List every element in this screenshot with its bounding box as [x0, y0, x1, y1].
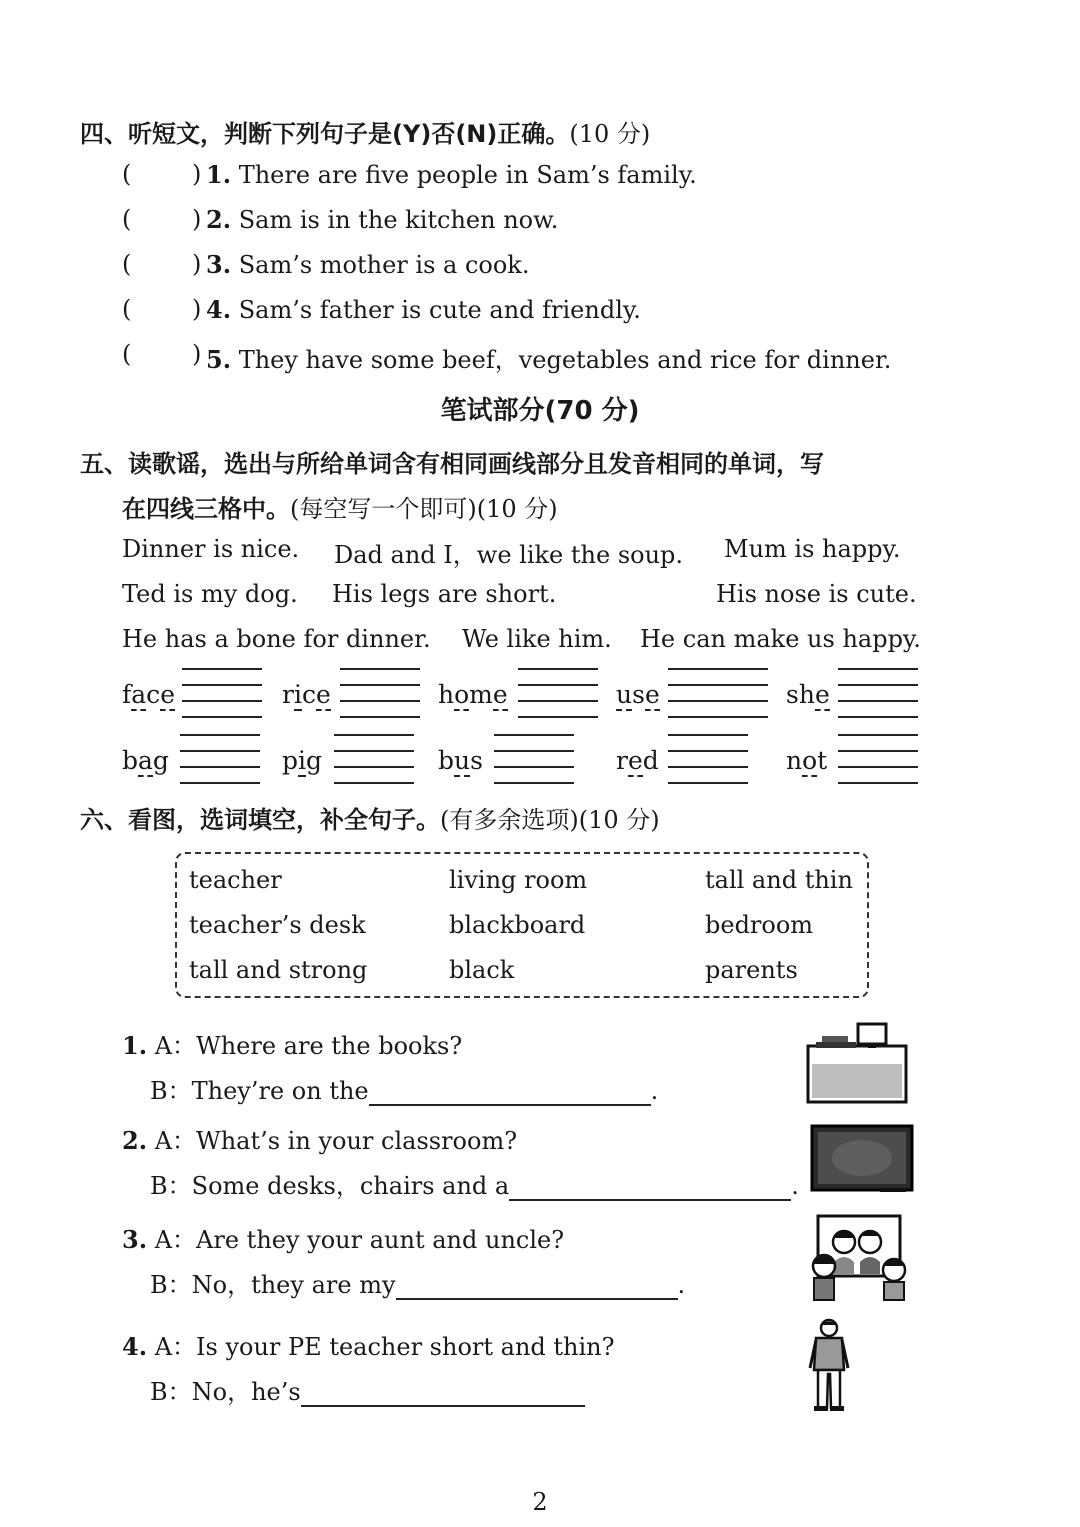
- four-line-grid[interactable]: [838, 734, 918, 782]
- question-b-text: B：They’re on the: [150, 1077, 369, 1105]
- word-part: p: [282, 746, 299, 775]
- item-number: 5.: [206, 345, 232, 374]
- item-number: 1.: [206, 160, 232, 189]
- word-bank-option: living room: [449, 866, 588, 894]
- underlined-letter: u: [616, 680, 633, 709]
- word-bank-box: [175, 852, 869, 998]
- word-part: t: [817, 746, 828, 775]
- question-end: .: [677, 1271, 686, 1299]
- question-b-text: B：No，he’s: [150, 1378, 301, 1406]
- word-part: m: [469, 680, 493, 709]
- rhyme-line: His legs are short.: [332, 580, 557, 608]
- word-not: [786, 746, 827, 775]
- question-end: .: [791, 1172, 799, 1200]
- section5-heading-line2: [122, 489, 558, 524]
- teachers-desk-picture: [806, 1020, 910, 1106]
- parents-family-picture: [808, 1212, 912, 1304]
- word-bank-option: parents: [705, 956, 798, 984]
- four-line-grid[interactable]: [494, 734, 574, 782]
- underlined-letter: e: [492, 680, 508, 709]
- word-bank-option: black: [449, 956, 515, 984]
- answer-blank[interactable]: [396, 1274, 678, 1300]
- rhyme-line: Mum is happy.: [724, 535, 901, 563]
- rhyme-line: Dinner is nice.: [122, 535, 300, 563]
- answer-paren-open: (: [122, 205, 132, 233]
- underlined-letter: u: [454, 746, 471, 775]
- question-b-text: B：Some desks，chairs and a: [150, 1172, 510, 1200]
- word-part: r: [616, 746, 628, 775]
- four-line-grid[interactable]: [838, 668, 918, 716]
- question-b-line: [150, 1372, 585, 1407]
- question-b-line: [150, 1071, 658, 1106]
- underlined-letter: e: [644, 680, 660, 709]
- item-text: Sam’s mother is a cook.: [238, 251, 530, 279]
- item-text: Sam’s father is cute and friendly.: [238, 296, 641, 324]
- answer-paren-open: (: [122, 340, 132, 368]
- word-part: c: [301, 680, 316, 709]
- section4-heading: [80, 114, 650, 149]
- word-part: r: [282, 680, 294, 709]
- word-part: b: [122, 746, 139, 775]
- word-she: [786, 680, 830, 709]
- answer-paren-open: (: [122, 160, 132, 188]
- rhyme-line: He has a bone for dinner.: [122, 625, 431, 653]
- underlined-letter: e: [160, 680, 175, 709]
- list-item[interactable]: [0, 250, 1080, 282]
- section5-note: (每空写一个即可)(10 分): [290, 495, 558, 523]
- question-a-text: A：Where are the books?: [154, 1032, 463, 1060]
- rhyme-line: He can make us happy.: [640, 625, 921, 653]
- word-part: s: [470, 746, 483, 775]
- question-a-text: A：Is your PE teacher short and thin?: [154, 1333, 615, 1361]
- word-bus: [438, 746, 483, 775]
- word-part: c: [146, 680, 161, 709]
- word-bank-option: tall and strong: [189, 956, 368, 984]
- word-part: g: [306, 746, 323, 775]
- item-text: Sam is in the kitchen now.: [238, 206, 559, 234]
- word-face: [122, 680, 175, 709]
- word-bank-option: bedroom: [705, 911, 814, 939]
- answer-paren-open: (: [122, 295, 132, 323]
- written-part-title: 笔试部分(70 分): [440, 396, 640, 426]
- list-item[interactable]: [0, 340, 1080, 372]
- word-part: n: [786, 746, 803, 775]
- section5-title: 在四线三格中。: [122, 495, 290, 523]
- underlined-letter: i: [298, 746, 307, 775]
- rhyme-line: We like him.: [462, 625, 612, 653]
- question-a-line: [122, 1026, 462, 1061]
- underlined-letter: i: [293, 680, 302, 709]
- answer-blank[interactable]: [509, 1175, 791, 1201]
- item-number: 2.: [206, 205, 232, 234]
- four-line-grid[interactable]: [668, 734, 748, 782]
- word-use: [616, 680, 660, 709]
- rhyme-line: His nose is cute.: [716, 580, 917, 608]
- item-text: They have some beef，vegetables and rice for dinner.: [238, 346, 892, 374]
- section6-note: (有多余选项)(10 分): [440, 806, 660, 834]
- four-line-grid[interactable]: [334, 734, 414, 782]
- question-a-text: A：Are they your aunt and uncle?: [154, 1226, 565, 1254]
- question-b-line: [150, 1166, 799, 1201]
- question-number: 1.: [122, 1031, 148, 1060]
- answer-paren-close: ): [192, 250, 202, 278]
- underlined-letter: e: [627, 746, 643, 775]
- page-number: 2: [532, 1488, 548, 1516]
- tall-strong-teacher-picture: [806, 1318, 852, 1414]
- underlined-letter: a: [138, 746, 153, 775]
- word-part: b: [438, 746, 455, 775]
- question-end: .: [650, 1077, 659, 1105]
- underlined-letter: o: [454, 680, 470, 709]
- underlined-letter: e: [315, 680, 331, 709]
- word-part: sh: [786, 680, 815, 709]
- four-line-grid[interactable]: [668, 668, 768, 716]
- four-line-grid[interactable]: [518, 668, 598, 716]
- word-bank-option: teacher: [189, 866, 282, 894]
- word-part: f: [122, 680, 132, 709]
- question-a-line: [122, 1327, 615, 1362]
- section5-heading-line1: 五、读歌谣，选出与所给单词含有相同画线部分且发音相同的单词，写: [80, 450, 824, 478]
- four-line-grid[interactable]: [180, 734, 260, 782]
- item-text: There are five people in Sam’s family.: [238, 161, 697, 189]
- question-number: 3.: [122, 1225, 148, 1254]
- list-item[interactable]: [0, 295, 1080, 327]
- underlined-letter: o: [802, 746, 818, 775]
- word-home: [438, 680, 508, 709]
- word-bag: [122, 746, 169, 775]
- rhyme-line: Dad and I，we like the soup.: [334, 541, 684, 569]
- answer-paren-close: ): [192, 295, 202, 323]
- answer-blank[interactable]: [369, 1080, 651, 1106]
- list-item[interactable]: [0, 160, 1080, 192]
- item-number: 3.: [206, 250, 232, 279]
- word-bank-option: teacher’s desk: [189, 911, 366, 939]
- four-line-grid[interactable]: [340, 668, 420, 716]
- underlined-letter: e: [814, 680, 830, 709]
- answer-paren-close: ): [192, 340, 202, 368]
- question-a-line: [122, 1121, 517, 1156]
- answer-paren-close: ): [192, 205, 202, 233]
- item-number: 4.: [206, 295, 232, 324]
- answer-paren-open: (: [122, 250, 132, 278]
- underlined-letter: a: [131, 680, 147, 709]
- word-pig: [282, 746, 322, 775]
- word-rice: [282, 680, 331, 709]
- question-b-line: [150, 1265, 685, 1300]
- word-part: h: [438, 680, 455, 709]
- blackboard-picture: [810, 1124, 914, 1194]
- rhyme-line: Ted is my dog.: [122, 580, 298, 608]
- section4-score: (10 分): [569, 120, 651, 148]
- word-part: d: [642, 746, 659, 775]
- four-line-grid[interactable]: [182, 668, 262, 716]
- word-part: g: [152, 746, 169, 775]
- list-item[interactable]: [0, 205, 1080, 237]
- word-bank-option: blackboard: [449, 911, 586, 939]
- question-number: 2.: [122, 1126, 148, 1155]
- section6-title: 六、看图，选词填空，补全句子。: [80, 806, 440, 834]
- question-b-text: B：No，they are my: [150, 1271, 396, 1299]
- word-red: [616, 746, 659, 775]
- section6-heading: [80, 800, 660, 835]
- word-bank-option: tall and thin: [705, 866, 853, 894]
- section4-title: 四、听短文，判断下列句子是(Y)否(N)正确。: [80, 120, 570, 148]
- question-a-text: A：What’s in your classroom?: [154, 1127, 518, 1155]
- answer-paren-close: ): [192, 160, 202, 188]
- word-part: s: [632, 680, 645, 709]
- answer-blank[interactable]: [301, 1381, 585, 1407]
- question-a-line: [122, 1220, 564, 1255]
- question-number: 4.: [122, 1332, 148, 1361]
